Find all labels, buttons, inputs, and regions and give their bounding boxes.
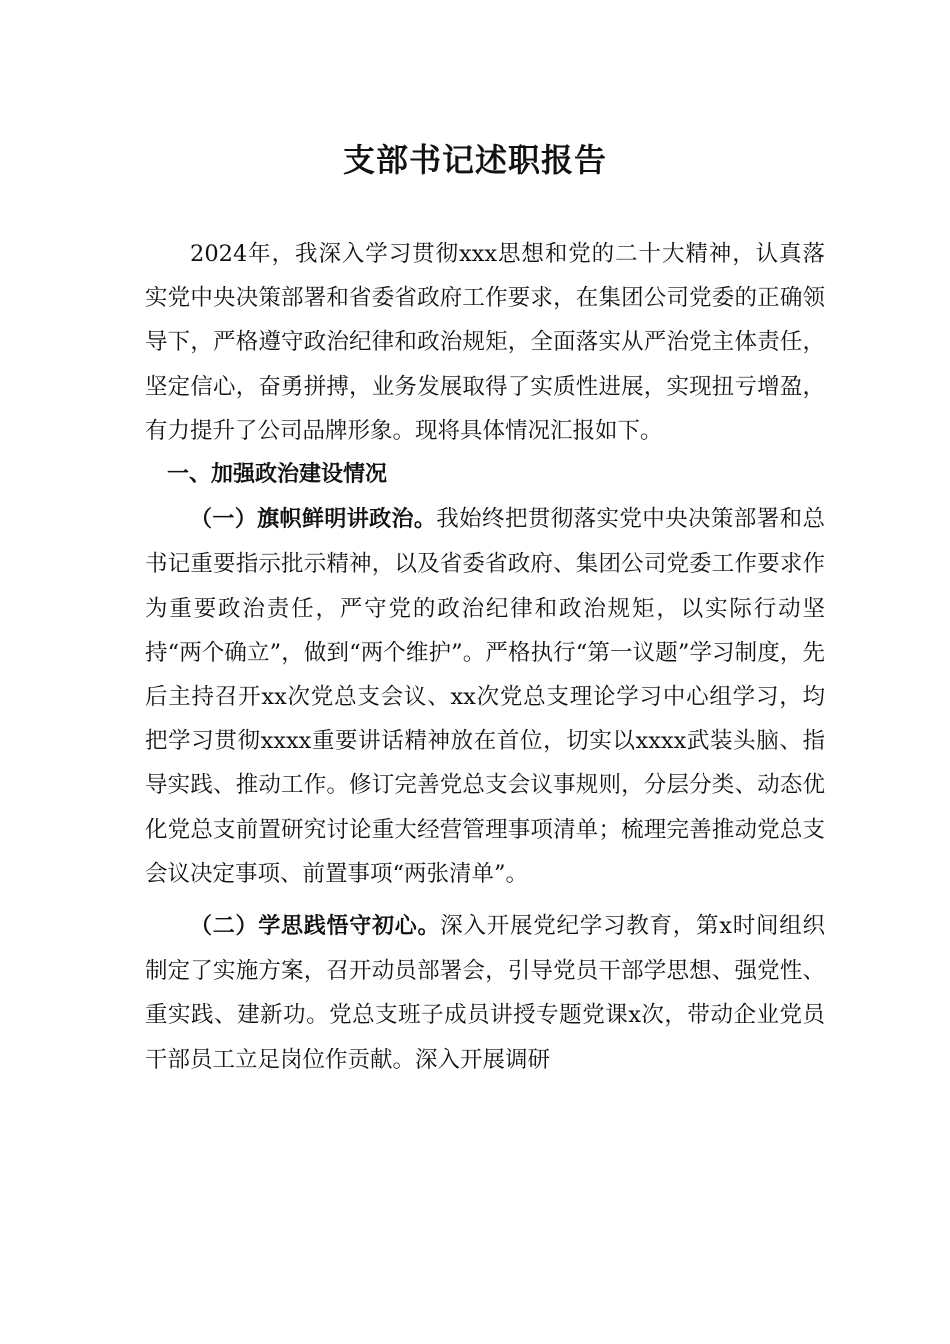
subsection-text-1: 我始终把贯彻落实党中央决策部署和总书记重要指示批示精神，以及省委省政府、集团公司党委工作要求作为重要政治责任，严守党的政治纪律和政治规矩，以实际行动坚持“两个确立”，做到“两个维护”。严格执行“第一议题”学习制度，先后主持召开xx次党总支会议、xx次党总支理论学习中心组学习，均把学习贯彻xxxx重要讲话精神放在首位，切实以xxxx武装头脑、指导实践、推动工作。修订完善党总支会议事规则，分层分类、动态优化党总支前置研究讨论重大经营管理事项清单；梳理完善推动党总支会议决定事项、前置事项“两张清单”。: [145, 506, 825, 887]
document-body: [145, 232, 825, 1082]
intro-paragraph: 2024年，我深入学习贯彻xxx思想和党的二十大精神，认真落实党中央决策部署和省委省政府工作要求，在集团公司党委的正确领导下，严格遵守政治纪律和政治规矩，全面落实从严治党主体责任，坚定信心，奋勇拼搏，业务发展取得了实质性进展，实现扭亏增盈，有力提升了公司品牌形象。现将具体情况汇报如下。: [145, 241, 825, 444]
subsection-lead-2: （二）学思践悟守初心。: [190, 914, 441, 940]
subsection-paragraph-1: [145, 497, 825, 896]
subsection-paragraph-2: [145, 904, 825, 1082]
section-heading-political-building: 一、加强政治建设情况: [167, 462, 388, 488]
document-title: 支部书记述职报告: [342, 141, 607, 179]
subsection-lead-1: （一）旗帜鲜明讲政治。: [190, 507, 437, 533]
subsection-text-2: 深入开展党纪学习教育，第x时间组织制定了实施方案，召开动员部署会，引导党员干部学思想、强党性、重实践、建新功。党总支班子成员讲授专题党课x次，带动企业党员干部员工立足岗位作贡献。深入开展调研: [145, 913, 825, 1073]
